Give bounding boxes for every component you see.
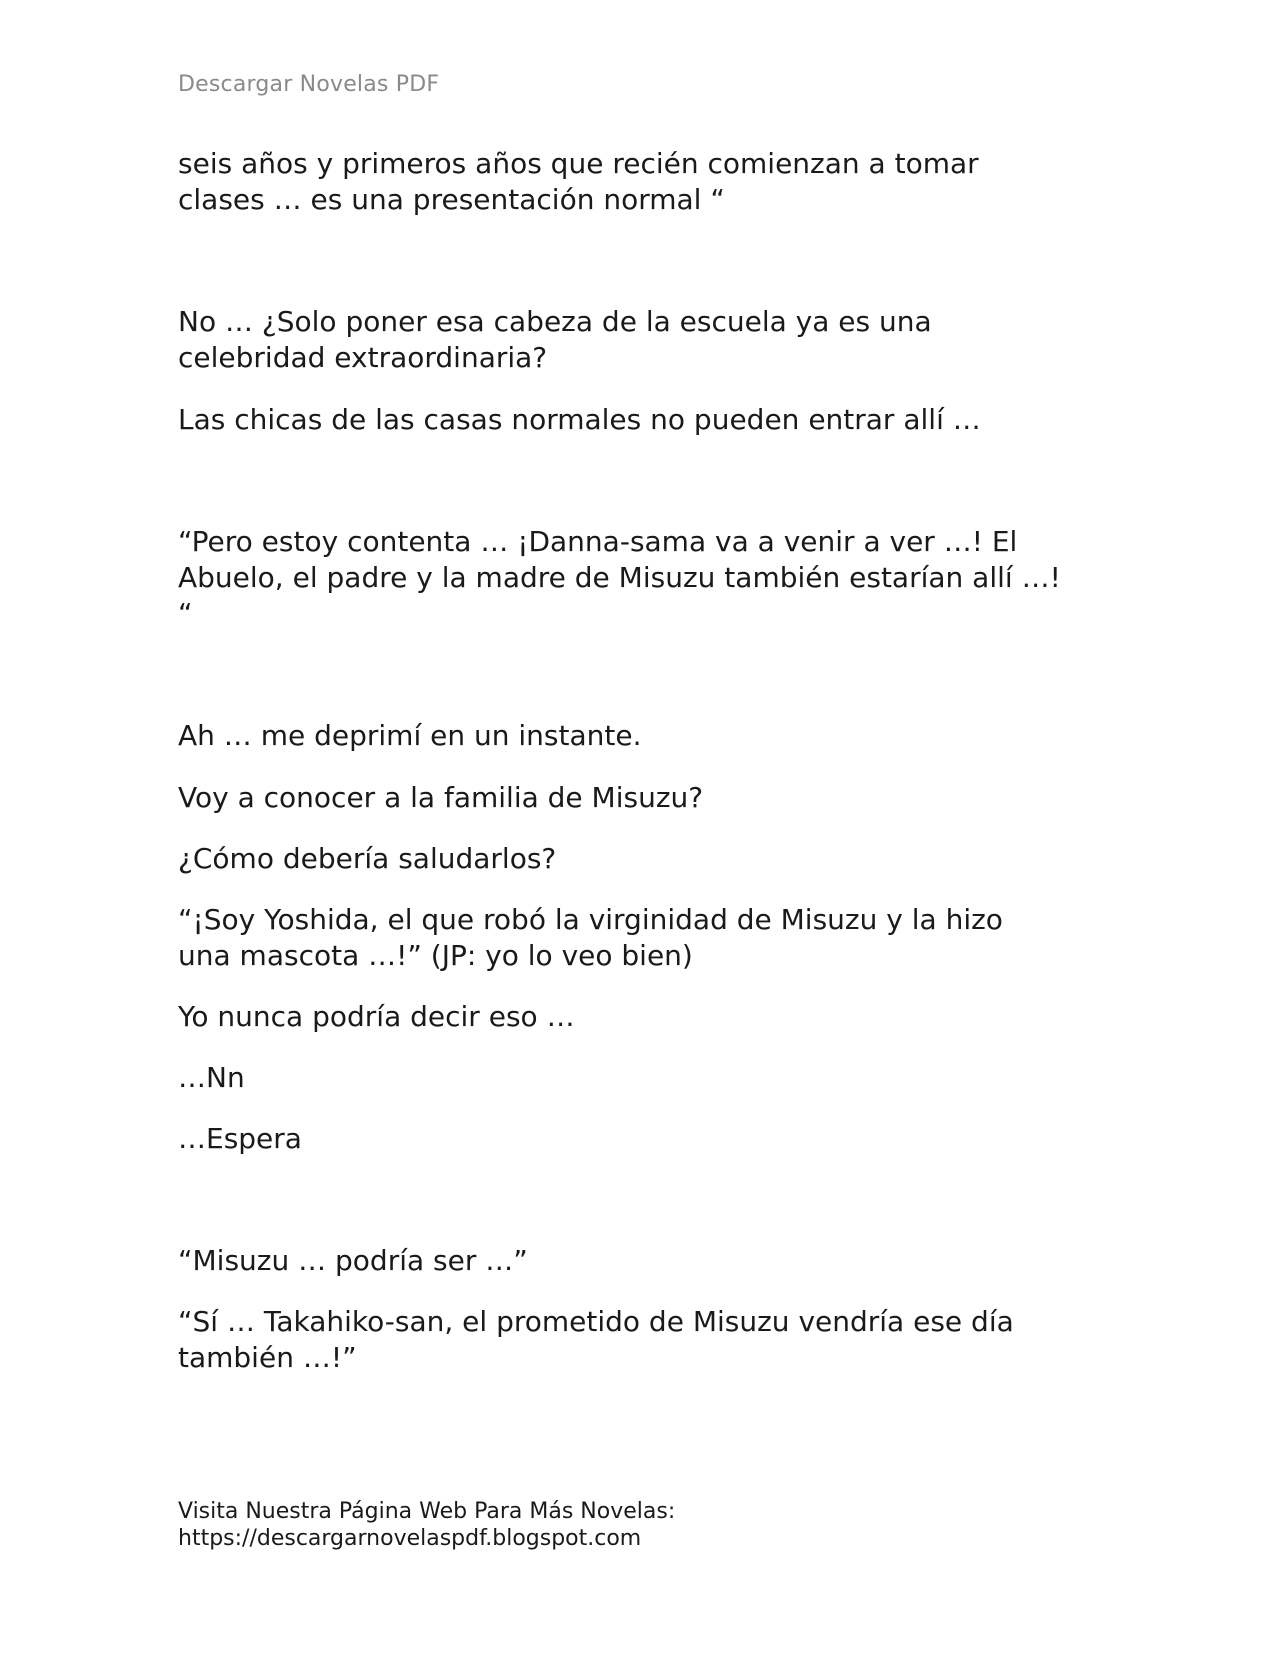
paragraph: “Pero estoy contenta … ¡Danna-sama va a venir a ver …! El Abuelo, el padre y la madre de Misuzu también estarían allí …! “ xyxy=(178,525,1061,630)
paragraph: …Nn xyxy=(178,1061,245,1094)
paragraph: “Misuzu … podría ser …” xyxy=(178,1244,528,1277)
paragraph: seis años y primeros años que recién comienzan a tomar clases … es una presentación normal “ xyxy=(178,147,979,216)
paragraph: “¡Soy Yoshida, el que robó la virginidad de Misuzu y la hizo una mascota …!” (JP: yo lo veo bien) xyxy=(178,903,1003,972)
page-footer xyxy=(178,1498,675,1552)
page-header: Descargar Novelas PDF xyxy=(178,72,440,97)
paragraph: No … ¿Solo poner esa cabeza de la escuela ya es una celebridad extraordinaria? xyxy=(178,305,932,374)
paragraph: “Sí … Takahiko-san, el prometido de Misuzu vendría ese día también …!” xyxy=(178,1305,1014,1374)
paragraph: Yo nunca podría decir eso … xyxy=(178,1000,575,1033)
paragraph: Voy a conocer a la familia de Misuzu? xyxy=(178,781,704,814)
paragraph: ¿Cómo debería saludarlos? xyxy=(178,842,557,875)
footer-line: Visita Nuestra Página Web Para Más Novelas: xyxy=(178,1499,676,1524)
paragraph: Las chicas de las casas normales no pueden entrar allí … xyxy=(178,403,981,436)
paragraph: Ah … me deprimí en un instante. xyxy=(178,719,642,752)
paragraph: …Espera xyxy=(178,1122,302,1155)
footer-url: https://descargarnovelaspdf.blogspot.com xyxy=(178,1526,642,1551)
